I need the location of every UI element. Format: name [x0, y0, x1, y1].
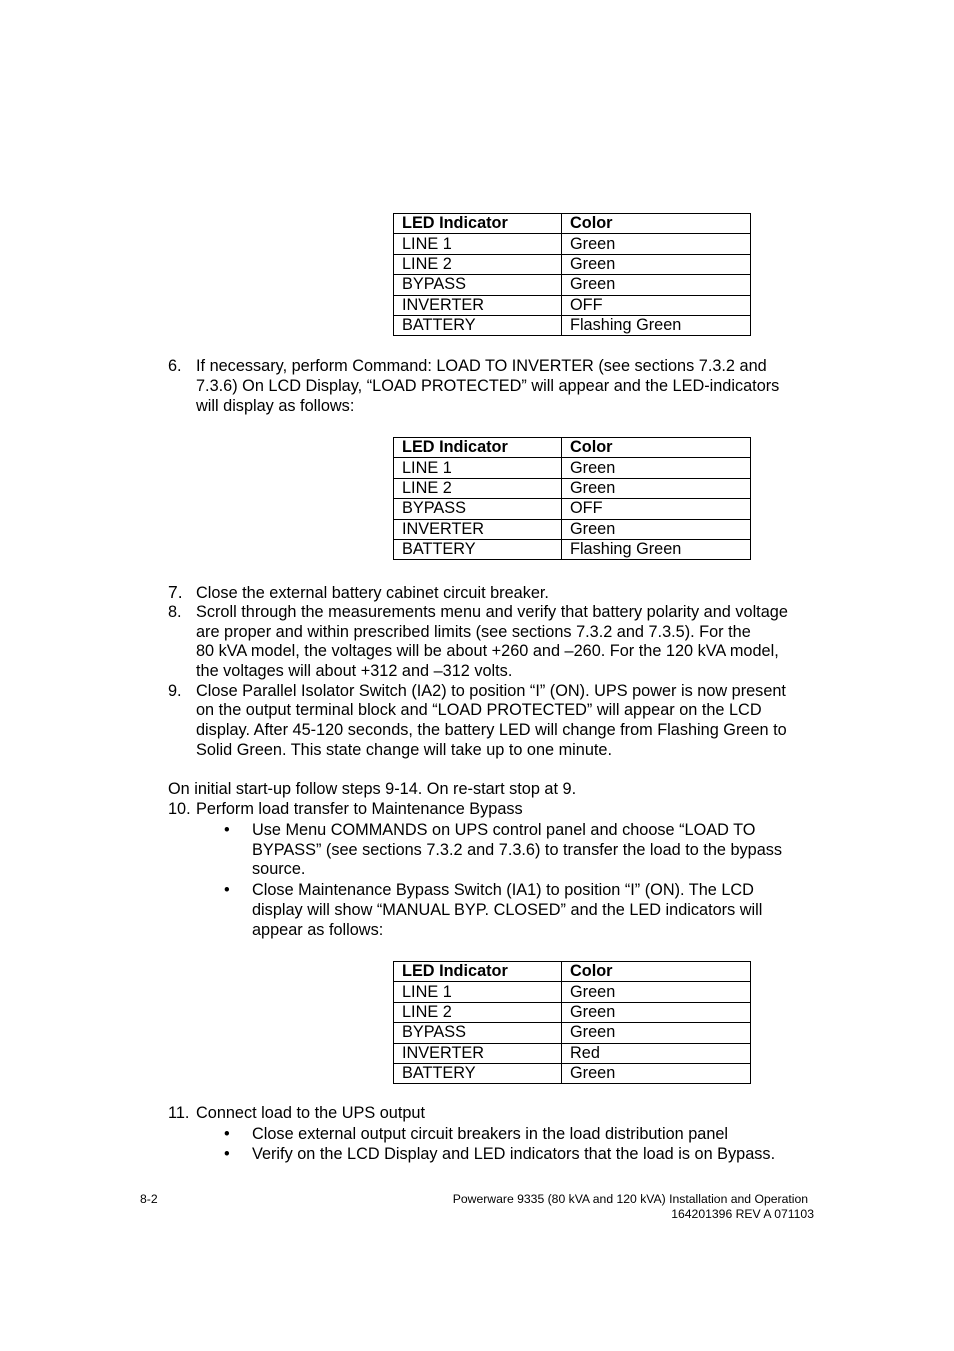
table-cell: OFF	[562, 295, 751, 315]
table-cell: Green	[562, 1023, 751, 1043]
table-cell: Green	[562, 275, 751, 295]
table-header-cell: LED Indicator	[394, 214, 562, 234]
step-number: 6.	[168, 357, 182, 375]
step-text: display. After 45-120 seconds, the battery LED will change from Flashing Green to	[196, 721, 787, 739]
step-text: Scroll through the measurements menu and verify that battery polarity and voltage	[196, 603, 788, 621]
table-cell: INVERTER	[394, 1043, 562, 1063]
table-header-row	[394, 438, 751, 458]
table-cell: Green	[562, 234, 751, 254]
led-table-3	[393, 961, 751, 1084]
bullet-text: appear as follows:	[252, 921, 384, 939]
step-number: 8.	[168, 603, 182, 621]
table-cell: OFF	[562, 499, 751, 519]
table-row	[394, 478, 751, 498]
step-text: the voltages will about +312 and –312 volts.	[196, 662, 513, 680]
table-cell: LINE 1	[394, 234, 562, 254]
bullet-text: Use Menu COMMANDS on UPS control panel and choose “LOAD TO	[252, 821, 756, 839]
led-table-1	[393, 213, 751, 336]
table-row	[394, 234, 751, 254]
bullet-text: Verify on the LCD Display and LED indicators that the load is on Bypass.	[252, 1145, 776, 1163]
step-number: 7.	[168, 582, 183, 602]
table-row	[394, 982, 751, 1002]
table-cell: BYPASS	[394, 275, 562, 295]
table-row	[394, 1023, 751, 1043]
step-text: Perform load transfer to Maintenance Bypass	[196, 800, 523, 818]
table-cell: LINE 2	[394, 1002, 562, 1022]
table-row	[394, 539, 751, 559]
table-cell: LINE 1	[394, 982, 562, 1002]
table-cell: BYPASS	[394, 1023, 562, 1043]
bullet-text: source.	[252, 860, 306, 878]
bullet-icon: •	[224, 821, 230, 839]
table-cell: Green	[562, 254, 751, 274]
startup-note: On initial start-up follow steps 9-14. On re-start stop at 9.	[168, 780, 577, 798]
bullet-icon: •	[224, 881, 230, 899]
table-cell: INVERTER	[394, 519, 562, 539]
table-cell: BATTERY	[394, 315, 562, 335]
bullet-text: Close external output circuit breakers in the load distribution panel	[252, 1125, 729, 1143]
table-header-cell: Color	[562, 962, 751, 982]
step-text: Close Parallel Isolator Switch (IA2) to position “I” (ON). UPS power is now present	[196, 682, 786, 700]
table-cell: Red	[562, 1043, 751, 1063]
table-row	[394, 275, 751, 295]
table-row	[394, 519, 751, 539]
table-cell: Green	[562, 478, 751, 498]
table-row	[394, 295, 751, 315]
table-row	[394, 1002, 751, 1022]
bullet-icon: •	[224, 1125, 230, 1143]
step-text: on the output terminal block and “LOAD PROTECTED” will appear on the LCD	[196, 701, 762, 719]
step-text: will display as follows:	[196, 397, 355, 415]
table-cell: LINE 2	[394, 478, 562, 498]
table-cell: Green	[562, 1002, 751, 1022]
bullet-text: BYPASS” (see sections 7.3.2 and 7.3.6) to transfer the load to the bypass	[252, 841, 783, 859]
table-row	[394, 1063, 751, 1083]
step-text: Solid Green. This state change will take up to one minute.	[196, 741, 613, 759]
table-row	[394, 254, 751, 274]
table-cell: Green	[562, 982, 751, 1002]
table-header-cell: LED Indicator	[394, 962, 562, 982]
step-text: 80 kVA model, the voltages will be about +260 and –260. For the 120 kVA model,	[196, 642, 779, 660]
table-row	[394, 458, 751, 478]
table-cell: Green	[562, 1063, 751, 1083]
table-header-cell: LED Indicator	[394, 438, 562, 458]
table-cell: Flashing Green	[562, 539, 751, 559]
table-header-row	[394, 214, 751, 234]
step-number: 9.	[168, 682, 182, 700]
table-cell: BATTERY	[394, 539, 562, 559]
step-text: are proper and within prescribed limits (see sections 7.3.2 and 7.3.5). For the	[196, 623, 751, 641]
table-header-row	[394, 962, 751, 982]
table-cell: BYPASS	[394, 499, 562, 519]
footer-title: Powerware 9335 (80 kVA and 120 kVA) Installation and Operation	[452, 1192, 808, 1206]
step-number: 11.	[168, 1104, 190, 1122]
step-number: 10.	[168, 800, 191, 818]
step-text: If necessary, perform Command: LOAD TO INVERTER (see sections 7.3.2 and	[196, 357, 767, 375]
step-text: Close the external battery cabinet circuit breaker.	[196, 584, 549, 602]
table-cell: Green	[562, 458, 751, 478]
page-number: 8-2	[140, 1192, 158, 1206]
table-cell: INVERTER	[394, 295, 562, 315]
step-text: 7.3.6) On LCD Display, “LOAD PROTECTED” will appear and the LED-indicators	[196, 377, 780, 395]
table-cell: BATTERY	[394, 1063, 562, 1083]
bullet-text: Close Maintenance Bypass Switch (IA1) to position “I” (ON). The LCD	[252, 881, 754, 899]
table-header-cell: Color	[562, 214, 751, 234]
table-cell: LINE 1	[394, 458, 562, 478]
table-header-cell: Color	[562, 438, 751, 458]
table-row	[394, 499, 751, 519]
bullet-text: display will show “MANUAL BYP. CLOSED” and the LED indicators will	[252, 901, 763, 919]
led-table-2	[393, 437, 751, 560]
step-text: Connect load to the UPS output	[196, 1104, 425, 1122]
table-cell: LINE 2	[394, 254, 562, 274]
table-row	[394, 315, 751, 335]
bullet-icon: •	[224, 1145, 230, 1163]
table-row	[394, 1043, 751, 1063]
table-cell: Flashing Green	[562, 315, 751, 335]
footer-doc-number: 164201396 REV A 071103	[671, 1207, 814, 1221]
table-cell: Green	[562, 519, 751, 539]
